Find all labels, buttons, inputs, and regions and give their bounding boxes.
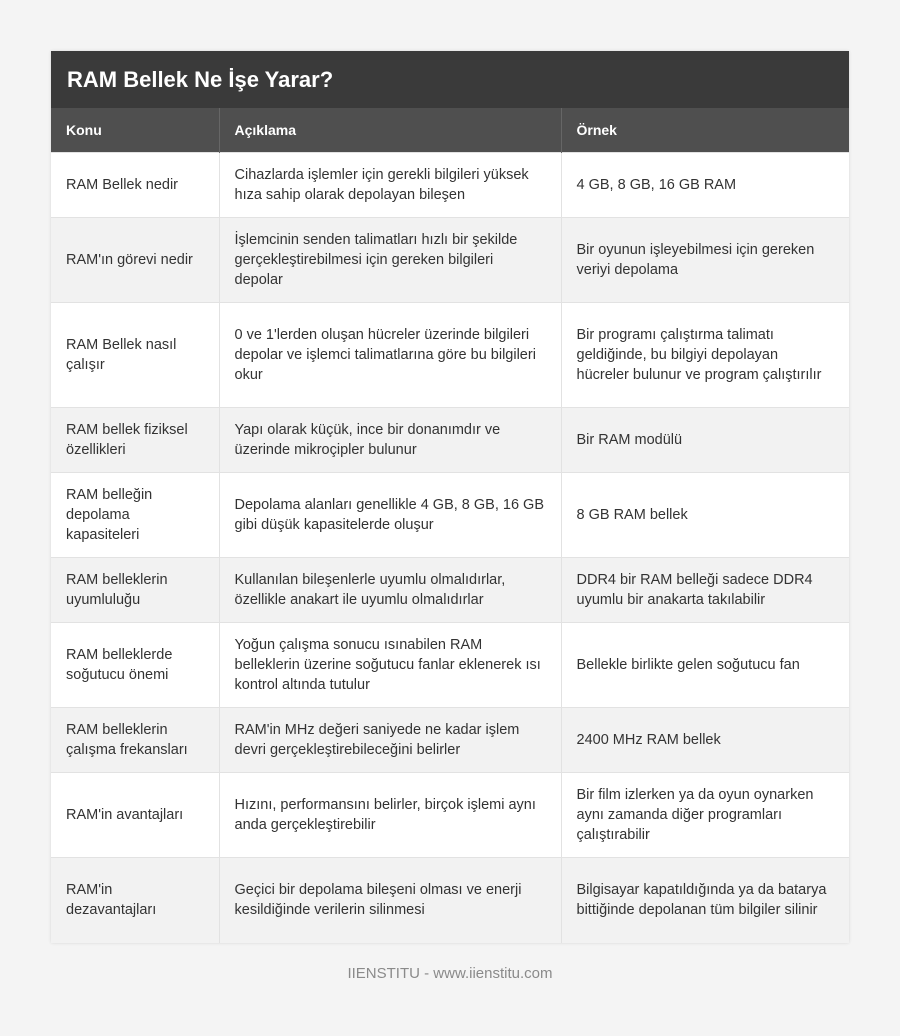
table-row bbox=[51, 303, 849, 408]
table-row bbox=[51, 473, 849, 558]
cell-konu: RAM belleğin depolama kapasiteleri bbox=[51, 473, 219, 558]
table-card bbox=[51, 51, 849, 943]
cell-ornek: 2400 MHz RAM bellek bbox=[561, 708, 849, 773]
cell-aciklama: Cihazlarda işlemler için gerekli bilgileri yüksek hıza sahip olarak depolayan bileşen bbox=[219, 153, 561, 218]
table-row bbox=[51, 153, 849, 218]
table-row bbox=[51, 218, 849, 303]
column-header-ornek: Örnek bbox=[561, 108, 849, 153]
cell-konu: RAM'in dezavantajları bbox=[51, 858, 219, 943]
table-row bbox=[51, 858, 849, 943]
cell-ornek: Bir RAM modülü bbox=[561, 408, 849, 473]
cell-konu: RAM belleklerin çalışma frekansları bbox=[51, 708, 219, 773]
cell-ornek: 4 GB, 8 GB, 16 GB RAM bbox=[561, 153, 849, 218]
cell-aciklama: İşlemcinin senden talimatları hızlı bir şekilde gerçekleştirebilmesi için gereken bilgileri depolar bbox=[219, 218, 561, 303]
cell-aciklama: Geçici bir depolama bileşeni olması ve enerji kesildiğinde verilerin silinmesi bbox=[219, 858, 561, 943]
table-row bbox=[51, 558, 849, 623]
table-row bbox=[51, 708, 849, 773]
cell-konu: RAM belleklerin uyumluluğu bbox=[51, 558, 219, 623]
table-title: RAM Bellek Ne İşe Yarar? bbox=[51, 51, 849, 108]
cell-aciklama: Kullanılan bileşenlerle uyumlu olmalıdırlar, özellikle anakart ile uyumlu olmalıdırlar bbox=[219, 558, 561, 623]
cell-aciklama: RAM'in MHz değeri saniyede ne kadar işlem devri gerçekleştirebileceğini belirler bbox=[219, 708, 561, 773]
cell-ornek: Bir programı çalıştırma talimatı geldiğinde, bu bilgiyi depolayan hücreler bulunur ve program çalıştırılır bbox=[561, 303, 849, 408]
data-table bbox=[51, 108, 849, 943]
cell-konu: RAM belleklerde soğutucu önemi bbox=[51, 623, 219, 708]
cell-aciklama: 0 ve 1'lerden oluşan hücreler üzerinde bilgileri depolar ve işlemci talimatlarına göre bu bilgileri okur bbox=[219, 303, 561, 408]
table-row bbox=[51, 408, 849, 473]
cell-konu: RAM'ın görevi nedir bbox=[51, 218, 219, 303]
cell-ornek: 8 GB RAM bellek bbox=[561, 473, 849, 558]
footer-credit: IIENSTITU - www.iienstitu.com bbox=[347, 965, 553, 982]
cell-ornek: Bir film izlerken ya da oyun oynarken aynı zamanda diğer programları çalıştırabilir bbox=[561, 773, 849, 858]
cell-aciklama: Yoğun çalışma sonucu ısınabilen RAM belleklerin üzerine soğutucu fanlar eklenerek ısı kontrol altında tutulur bbox=[219, 623, 561, 708]
cell-aciklama: Yapı olarak küçük, ince bir donanımdır ve üzerinde mikroçipler bulunur bbox=[219, 408, 561, 473]
column-header-aciklama: Açıklama bbox=[219, 108, 561, 153]
cell-konu: RAM Bellek nasıl çalışır bbox=[51, 303, 219, 408]
cell-aciklama: Depolama alanları genellikle 4 GB, 8 GB, 16 GB gibi düşük kapasitelerde oluşur bbox=[219, 473, 561, 558]
cell-ornek: Bellekle birlikte gelen soğutucu fan bbox=[561, 623, 849, 708]
cell-konu: RAM Bellek nedir bbox=[51, 153, 219, 218]
table-row bbox=[51, 773, 849, 858]
cell-aciklama: Hızını, performansını belirler, birçok işlemi aynı anda gerçekleştirebilir bbox=[219, 773, 561, 858]
header-row bbox=[51, 108, 849, 153]
cell-ornek: DDR4 bir RAM belleği sadece DDR4 uyumlu bir anakarta takılabilir bbox=[561, 558, 849, 623]
cell-ornek: Bir oyunun işleyebilmesi için gereken veriyi depolama bbox=[561, 218, 849, 303]
cell-konu: RAM'in avantajları bbox=[51, 773, 219, 858]
table-row bbox=[51, 623, 849, 708]
cell-ornek: Bilgisayar kapatıldığında ya da batarya bittiğinde depolanan tüm bilgiler silinir bbox=[561, 858, 849, 943]
column-header-konu: Konu bbox=[51, 108, 219, 153]
cell-konu: RAM bellek fiziksel özellikleri bbox=[51, 408, 219, 473]
